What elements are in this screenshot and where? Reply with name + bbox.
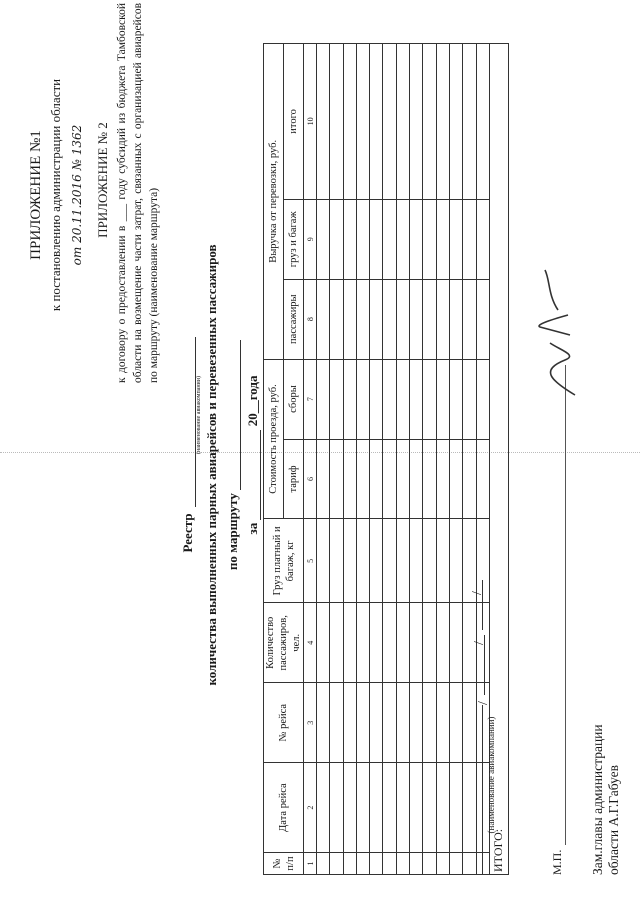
- header-revenue-group: Выручка от перевозки, руб.: [264, 44, 284, 360]
- table-cell: [410, 44, 423, 200]
- table-cell: [396, 279, 409, 359]
- table-cell: [383, 44, 396, 200]
- table-cell: [410, 359, 423, 439]
- table-cell: [410, 853, 423, 875]
- header-flight: № рейса: [264, 683, 304, 763]
- total-label: ИТОГО:: [489, 44, 508, 875]
- table-cell: [396, 44, 409, 200]
- table-cell: [449, 439, 462, 519]
- table-cell: [476, 439, 489, 519]
- registry-title-text: Реестр: [180, 513, 195, 553]
- table-cell: [343, 683, 356, 763]
- handwritten-signature: [520, 265, 590, 405]
- column-numbers-row: [304, 44, 317, 875]
- column-number: 1: [304, 853, 317, 875]
- table-cell: [356, 519, 369, 603]
- header-cargo: Груз платный и багаж, кг: [264, 519, 304, 603]
- table-cell: [423, 603, 436, 683]
- table-cell: [356, 603, 369, 683]
- table-cell: [343, 439, 356, 519]
- table-cell: [356, 44, 369, 200]
- table-cell: [317, 853, 330, 875]
- header-fare-group: Стоимость проезда, руб.: [264, 359, 284, 519]
- table-cell: [383, 359, 396, 439]
- table-row: [410, 44, 423, 875]
- column-number: 3: [304, 683, 317, 763]
- table-cell: [423, 763, 436, 853]
- table-cell: [449, 279, 462, 359]
- annex1-subtitle: к постановлению администрации области: [48, 78, 63, 312]
- signature-slash: /: [476, 701, 491, 705]
- table-cell: [370, 763, 383, 853]
- table-cell: [356, 439, 369, 519]
- table-cell: [410, 279, 423, 359]
- annex2-body: к договору о предоставлении в ___ году субсидий из бюджета Тамбовской области на возмещение части затрат, связанных с организацией авиарейсов по маршруту (наименование маршрута): [116, 3, 160, 383]
- table-cell: [396, 359, 409, 439]
- table-cell: [343, 853, 356, 875]
- table-cell: [463, 279, 476, 359]
- table-cell: [449, 603, 462, 683]
- table-row: [396, 44, 409, 875]
- table-cell: [356, 199, 369, 279]
- table-cell: [449, 199, 462, 279]
- stamp-line: [565, 365, 566, 845]
- table-cell: [436, 853, 449, 875]
- table-cell: [423, 683, 436, 763]
- deputy-title: Зам.главы администрации: [590, 724, 605, 875]
- table-cell: [330, 439, 343, 519]
- table-cell: [343, 603, 356, 683]
- registry-route-blank: [224, 340, 241, 490]
- table-cell: [356, 853, 369, 875]
- table-cell: [370, 279, 383, 359]
- table-cell: [476, 359, 489, 439]
- table-cell: [476, 199, 489, 279]
- table-cell: [317, 359, 330, 439]
- table-cell: [476, 279, 489, 359]
- table-cell: [317, 519, 330, 603]
- table-cell: [343, 279, 356, 359]
- table-cell: [343, 519, 356, 603]
- table-cell: [449, 763, 462, 853]
- table-cell: [396, 519, 409, 603]
- company-name-line: [468, 705, 483, 875]
- registry-period-prefix: за: [245, 522, 260, 535]
- table-cell: [449, 853, 462, 875]
- table-row: [370, 44, 383, 875]
- table-cell: [356, 763, 369, 853]
- table-cell: [383, 603, 396, 683]
- table-cell: [370, 519, 383, 603]
- table-cell: [436, 763, 449, 853]
- table-cell: [463, 199, 476, 279]
- table-cell: [330, 683, 343, 763]
- header-passengers: Количество пассажиров, чел.: [264, 603, 304, 683]
- annex2-title: ПРИЛОЖЕНИЕ № 2: [95, 122, 110, 238]
- annex1-title: ПРИЛОЖЕНИЕ №1: [28, 130, 44, 260]
- table-cell: [410, 603, 423, 683]
- table-cell: [383, 763, 396, 853]
- table-cell: [343, 44, 356, 200]
- table-row: [449, 44, 462, 875]
- table-row: [436, 44, 449, 875]
- table-cell: [330, 199, 343, 279]
- table-cell: [436, 359, 449, 439]
- table-cell: [396, 199, 409, 279]
- table-cell: [423, 439, 436, 519]
- table-cell: [317, 279, 330, 359]
- column-number: 8: [304, 279, 317, 359]
- column-number: 9: [304, 199, 317, 279]
- deputy-name: области А.Г.Габуев: [606, 764, 621, 875]
- table-cell: [370, 199, 383, 279]
- table-cell: [396, 683, 409, 763]
- table-cell: [356, 359, 369, 439]
- table-cell: [356, 683, 369, 763]
- table-cell: [356, 279, 369, 359]
- table-cell: [423, 519, 436, 603]
- table-row: [423, 44, 436, 875]
- column-number: 7: [304, 359, 317, 439]
- header-date: Дата рейса: [264, 763, 304, 853]
- table-cell: [317, 44, 330, 200]
- table-cell: [330, 279, 343, 359]
- table-row: [356, 44, 369, 875]
- table-cell: [449, 683, 462, 763]
- table-cell: [396, 763, 409, 853]
- registry-route: [224, 255, 241, 655]
- table-cell: [383, 683, 396, 763]
- table-cell: [330, 763, 343, 853]
- column-number: 2: [304, 763, 317, 853]
- table-cell: [449, 519, 462, 603]
- table-cell: [410, 683, 423, 763]
- table-cell: [343, 199, 356, 279]
- table-cell: [423, 359, 436, 439]
- registry-period: [244, 255, 261, 655]
- table-cell: [423, 853, 436, 875]
- table-cell: [370, 603, 383, 683]
- table-cell: [436, 683, 449, 763]
- table-cell: [317, 199, 330, 279]
- header-num: № п/п: [264, 853, 304, 875]
- table-row: [383, 44, 396, 875]
- table-cell: [343, 359, 356, 439]
- table-row: [330, 44, 343, 875]
- table-row: [343, 44, 356, 875]
- table-cell: [410, 439, 423, 519]
- table-body: [317, 44, 490, 875]
- annex1-date-handwritten: от 20.11.2016 № 1362: [70, 124, 84, 266]
- table-cell: [370, 683, 383, 763]
- table-cell: [383, 439, 396, 519]
- header-rev-passengers: пассажиры: [284, 279, 304, 359]
- table-cell: [423, 279, 436, 359]
- table-cell: [317, 439, 330, 519]
- table-cell: [330, 853, 343, 875]
- column-number: 5: [304, 519, 317, 603]
- table-cell: [383, 853, 396, 875]
- signature-slash: /: [470, 591, 485, 595]
- table-cell: [436, 279, 449, 359]
- table-cell: [330, 603, 343, 683]
- table-cell: [396, 853, 409, 875]
- table-cell: [383, 199, 396, 279]
- table-cell: [370, 853, 383, 875]
- header-rev-cargo: груз и багаж: [284, 199, 304, 279]
- table-cell: [449, 44, 462, 200]
- table-cell: [396, 439, 409, 519]
- table-cell: [330, 519, 343, 603]
- table-cell: [383, 519, 396, 603]
- table-cell: [463, 359, 476, 439]
- table-cell: [463, 439, 476, 519]
- table-cell: [449, 359, 462, 439]
- table-cell: [317, 683, 330, 763]
- table-cell: [396, 603, 409, 683]
- table-cell: [476, 44, 489, 200]
- header-fare: тариф: [284, 439, 304, 519]
- header-rev-total: итого: [284, 44, 304, 200]
- table-cell: [317, 763, 330, 853]
- table-row: [317, 44, 330, 875]
- table-cell: [370, 439, 383, 519]
- table-cell: [436, 44, 449, 200]
- table-cell: [410, 519, 423, 603]
- table-cell: [343, 763, 356, 853]
- table-cell: [436, 199, 449, 279]
- table-cell: [330, 359, 343, 439]
- table-cell: [330, 44, 343, 200]
- table-cell: [410, 763, 423, 853]
- table-cell: [410, 199, 423, 279]
- table-cell: [436, 439, 449, 519]
- table-cell: [370, 359, 383, 439]
- registry-route-label: по маршруту: [225, 493, 240, 571]
- company-caption: (наименование авиакомпании): [486, 716, 496, 834]
- column-number: 10: [304, 44, 317, 200]
- signature-slash: /: [472, 641, 487, 645]
- table-cell: [463, 44, 476, 200]
- registry-period-blank: [244, 430, 261, 520]
- registry-hint: (наименование авиакомпании): [196, 376, 202, 454]
- table-cell: [370, 44, 383, 200]
- table-cell: [436, 603, 449, 683]
- table-cell: [383, 279, 396, 359]
- table-cell: [423, 199, 436, 279]
- registry-period-year: 20__года: [245, 375, 260, 427]
- column-number: 4: [304, 603, 317, 683]
- registry-subtitle: количества выполненных парных авиарейсов и перевезенных пассажиров: [204, 244, 219, 686]
- table-cell: [317, 603, 330, 683]
- stamp-label: М.П.: [550, 849, 564, 875]
- header-fees: сборы: [284, 359, 304, 439]
- registry-title: [180, 285, 196, 605]
- column-number: 6: [304, 439, 317, 519]
- table-cell: [436, 519, 449, 603]
- table-cell: [423, 44, 436, 200]
